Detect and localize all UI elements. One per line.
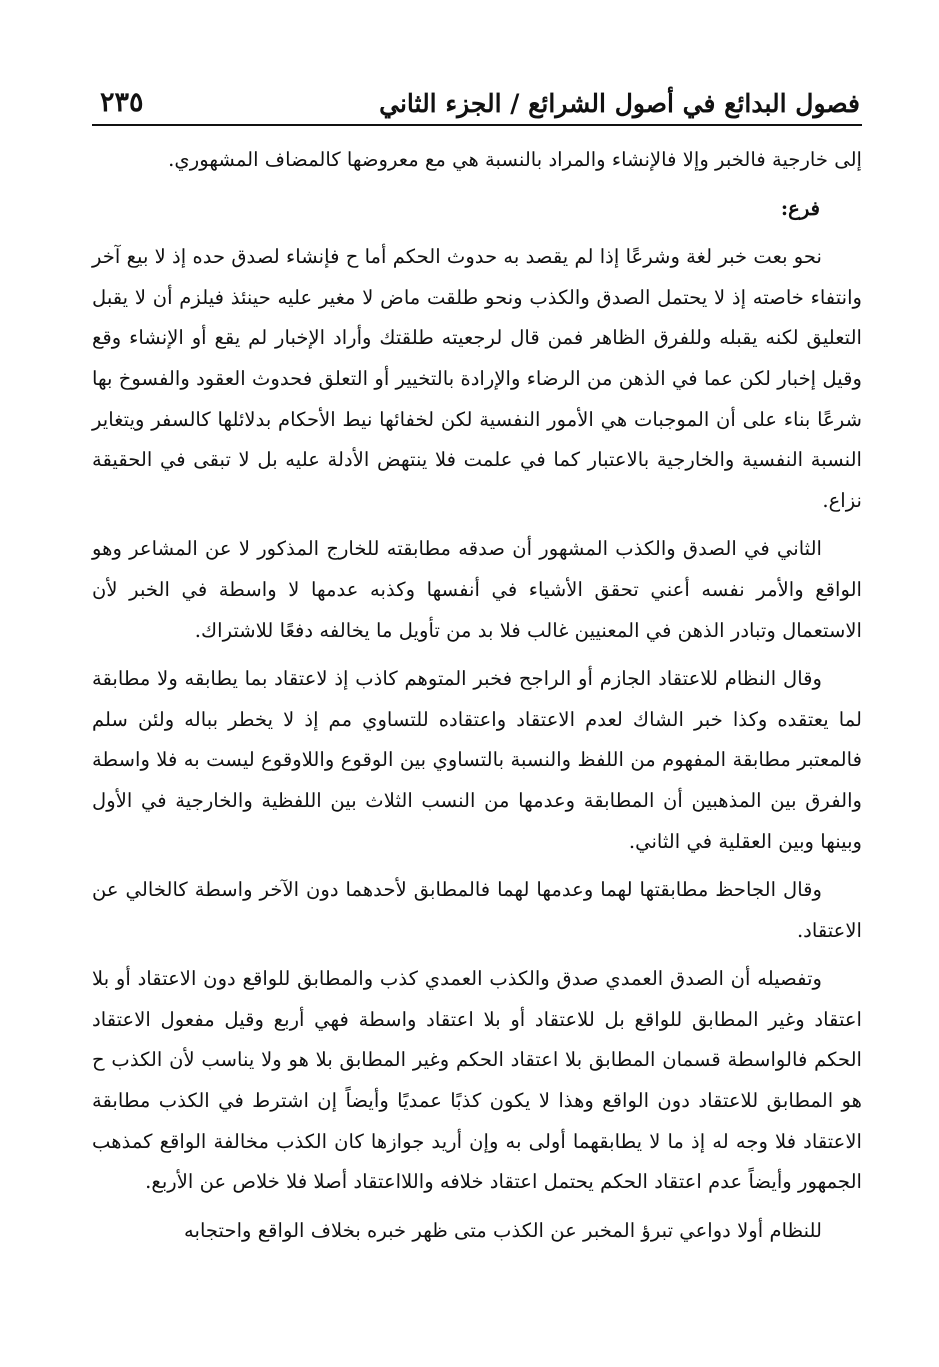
paragraph-al-jahiz: وقال الجاحظ مطابقتها لهما وعدمها لهما فالمطابق لأحدهما دون الآخر واسطة كالخالي عن الاعتقاد.	[92, 878, 862, 942]
paragraph-continuation: إلى خارجية فالخبر وإلا فالإنشاء والمراد بالنسبة هي مع معروضها كالمضاف المشهوري.	[168, 148, 862, 171]
running-header	[92, 78, 862, 118]
document-page	[92, 78, 862, 1251]
paragraph-bi-tu: نحو بعت خبر لغة وشرعًا إذا لم يقصد به حدوث الحكم أما ح فإنشاء لصدق حده إذ لا بيع آخر وانتفاء خاصته إذ لا يحتمل الصدق والكذب ونحو طلقت ماض لا مغير عليه حينئذ فيلزم أن لا يقبل التعليق لكنه يقبله وللفرق الظاهر فمن قال لرجعيته طلقتك وأراد الإخبار لم يقع أو الإنشاء وقع وقيل إخبار لكن عما في الذهن من الرضاء والإرادة بالتخيير أو التعلق فحدوث العقود والفسوخ بها شرعًا بناء على أن الموجبات هي الأمور النفسية لكن لخفائها نيط الأحكام بدلائلها كالسفر ويتغاير النسبة النفسية والخارجية بالاعتبار كما في علمت فلا ينتهض الأدلة عليه بل لا تبقى في الحقيقة نزاع.	[92, 245, 862, 512]
page-number: ٢٣٥	[100, 87, 144, 118]
paragraph-lil-nazzam: للنظام أولا دواعي تبرؤ المخبر عن الكذب متى ظهر خبره بخلاف الواقع واحتجابه	[183, 1218, 822, 1242]
paragraph-al-thani: الثاني في الصدق والكذب المشهور أن صدقه مطابقته للخارج المذكور لا عن المشاعر وهو الواقع والأمر نفسه أعني تحقق الأشياء في أنفسها وكذبه عدمها لا واسطة في الخبر لأن الاستعمال وتبادر الذهن في المعنيين غالب فلا بد من تأويل ما يخالفه دفعًا للاشتراك.	[92, 537, 862, 642]
section-heading-far: فرع:	[780, 196, 820, 220]
header-rule	[92, 124, 862, 126]
paragraph-al-nazzam: وقال النظام للاعتقاد الجازم أو الراجح فخبر المتوهم كاذب إذ لاعتقاد بما يطابقه ولا مطابقة لما يعتقده وكذا خبر الشاك لعدم الاعتقاد واعتقاده للتساوي مم إذ لا يخطر بباله ولئن سلم فالمعتبر مطابقة المفهوم من اللفظ والنسبة بالتساوي بين الوقوع واللاوقوع ليست به فلا واسطة والفرق بين المذهبين أن المطابقة وعدمها من النسب الثلاث بين اللفظية والخارجية في الأول وبينها وبين العقلية في الثاني.	[92, 667, 862, 853]
book-title: فصول البدائع في أصول الشرائع / الجزء الثاني	[379, 89, 860, 118]
paragraph-tafsil: وتفصيله أن الصدق العمدي صدق والكذب العمدي كذب والمطابق للواقع دون الاعتقاد أو بلا اعتقاد وغير المطابق للواقع بل للاعتقاد أو بلا اعتقاد واسطة فهي أربع وقيل مفعول الاعتقاد الحكم فالواسطة قسمان المطابق بلا اعتقاد الحكم وغير المطابق بلا هو ولا يناسب لأن الكذب ح هو المطابق للاعتقاد دون الواقع وهذا لا يكون كذبًا عمديًا وأيضاً إن اشترط في الكذب مطابقة الاعتقاد فلا وجه له إذ ما لا يطابقهما أولى به وإن أريد جوازها كان الكذب مخالفة الواقع كمذهب الجمهور وأيضاً عدم اعتقاد الحكم يحتمل اعتقاد خلافه واللااعتقاد أصلا فلا خلاص عن الأربع.	[92, 967, 862, 1194]
body-text	[92, 140, 862, 1251]
